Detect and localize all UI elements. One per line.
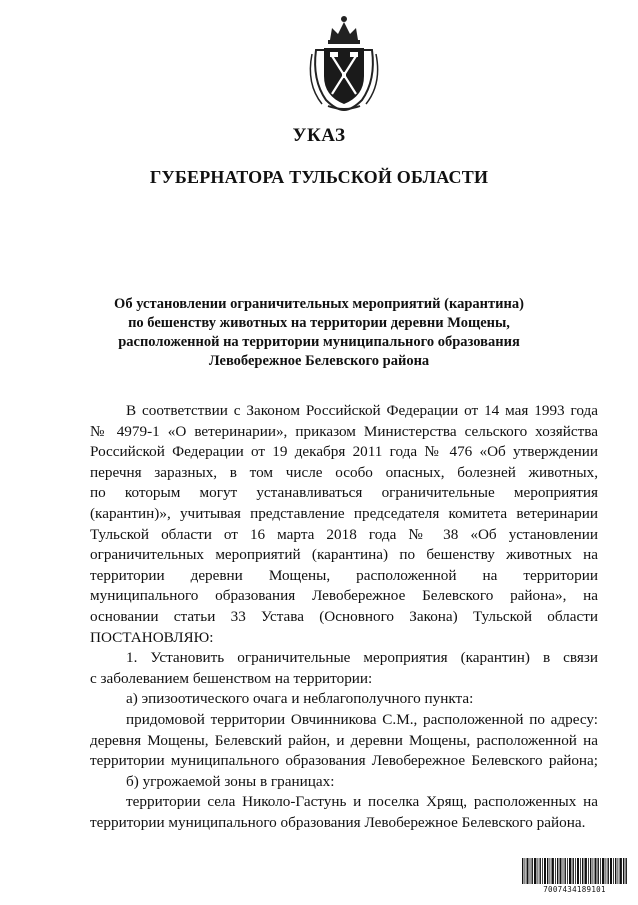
subject-line: Левобережное Белевского района (208, 353, 430, 369)
body-line: В соответствии с Законом Российской Федерации от 14 мая 1993 года (126, 402, 598, 419)
body-line: муниципального образования Левобережное Белевского района», на (90, 587, 598, 605)
tula-coat-of-arms-icon (302, 10, 386, 114)
decree-subject (90, 295, 548, 371)
body-line: с заболеванием бешенством на территории: (90, 669, 373, 687)
body-line: Тульской области от 16 марта 2018 года № 38 «Об установлении (90, 525, 598, 543)
body-line: территории муниципального образования Левобережное Белевского района. (90, 813, 586, 831)
body-line: по которым могут устанавливаться ограничительные мероприятия (90, 484, 598, 502)
body-line: территории муниципального образования Левобережное Белевского района; (90, 752, 598, 770)
body-line: б) угрожаемой зоны в границах: (126, 772, 335, 790)
body-line: основании статьи 33 Устава (Основного Закона) Тульской области (90, 607, 598, 625)
document-type-title: УКАЗ (292, 125, 346, 146)
barcode-bars (521, 858, 628, 884)
body-line: (карантин)», учитывая представление председателя комитета ветеринарии (90, 504, 598, 522)
body-line: а) эпизоотического очага и неблагополучного пункта: (126, 690, 474, 708)
barcode-number: 7007434189101 (543, 885, 606, 894)
subject-line: расположенной на территории муниципального образования (118, 334, 520, 350)
body-line: территории деревни Мощены, расположенной на территории (90, 566, 598, 584)
body-line: ограничительных мероприятий (карантина) по бешенству животных на (90, 546, 598, 564)
body-line-resolution: ПОСТАНОВЛЯЮ: (90, 628, 214, 646)
subject-line: по бешенству животных на территории деревни Мощены, (128, 315, 510, 331)
body-line: территории села Николо-Гастунь и поселка Хрящ, расположенных на (126, 793, 598, 811)
body-line: перечня заразных, в том числе особо опасных, болезней животных, (90, 463, 598, 481)
body-line: № 4979-1 «О ветеринарии», приказом Министерства сельского хозяйства (90, 422, 598, 440)
decree-body (90, 401, 598, 833)
subject-line: Об установлении ограничительных мероприятий (карантина) (114, 296, 524, 312)
document-barcode (521, 858, 628, 896)
body-line: Российской Федерации от 19 декабря 2011 года № 476 «Об утверждении (90, 443, 598, 461)
body-line: придомовой территории Овчинникова С.М., расположенной по адресу: (126, 710, 598, 728)
body-line: деревня Мощены, Белевский район, и деревни Мощены, расположенной на (90, 731, 598, 749)
issuer-title: ГУБЕРНАТОРА ТУЛЬСКОЙ ОБЛАСТИ (149, 167, 489, 187)
body-line: 1. Установить ограничительные мероприятия (карантин) в связи (126, 649, 598, 667)
